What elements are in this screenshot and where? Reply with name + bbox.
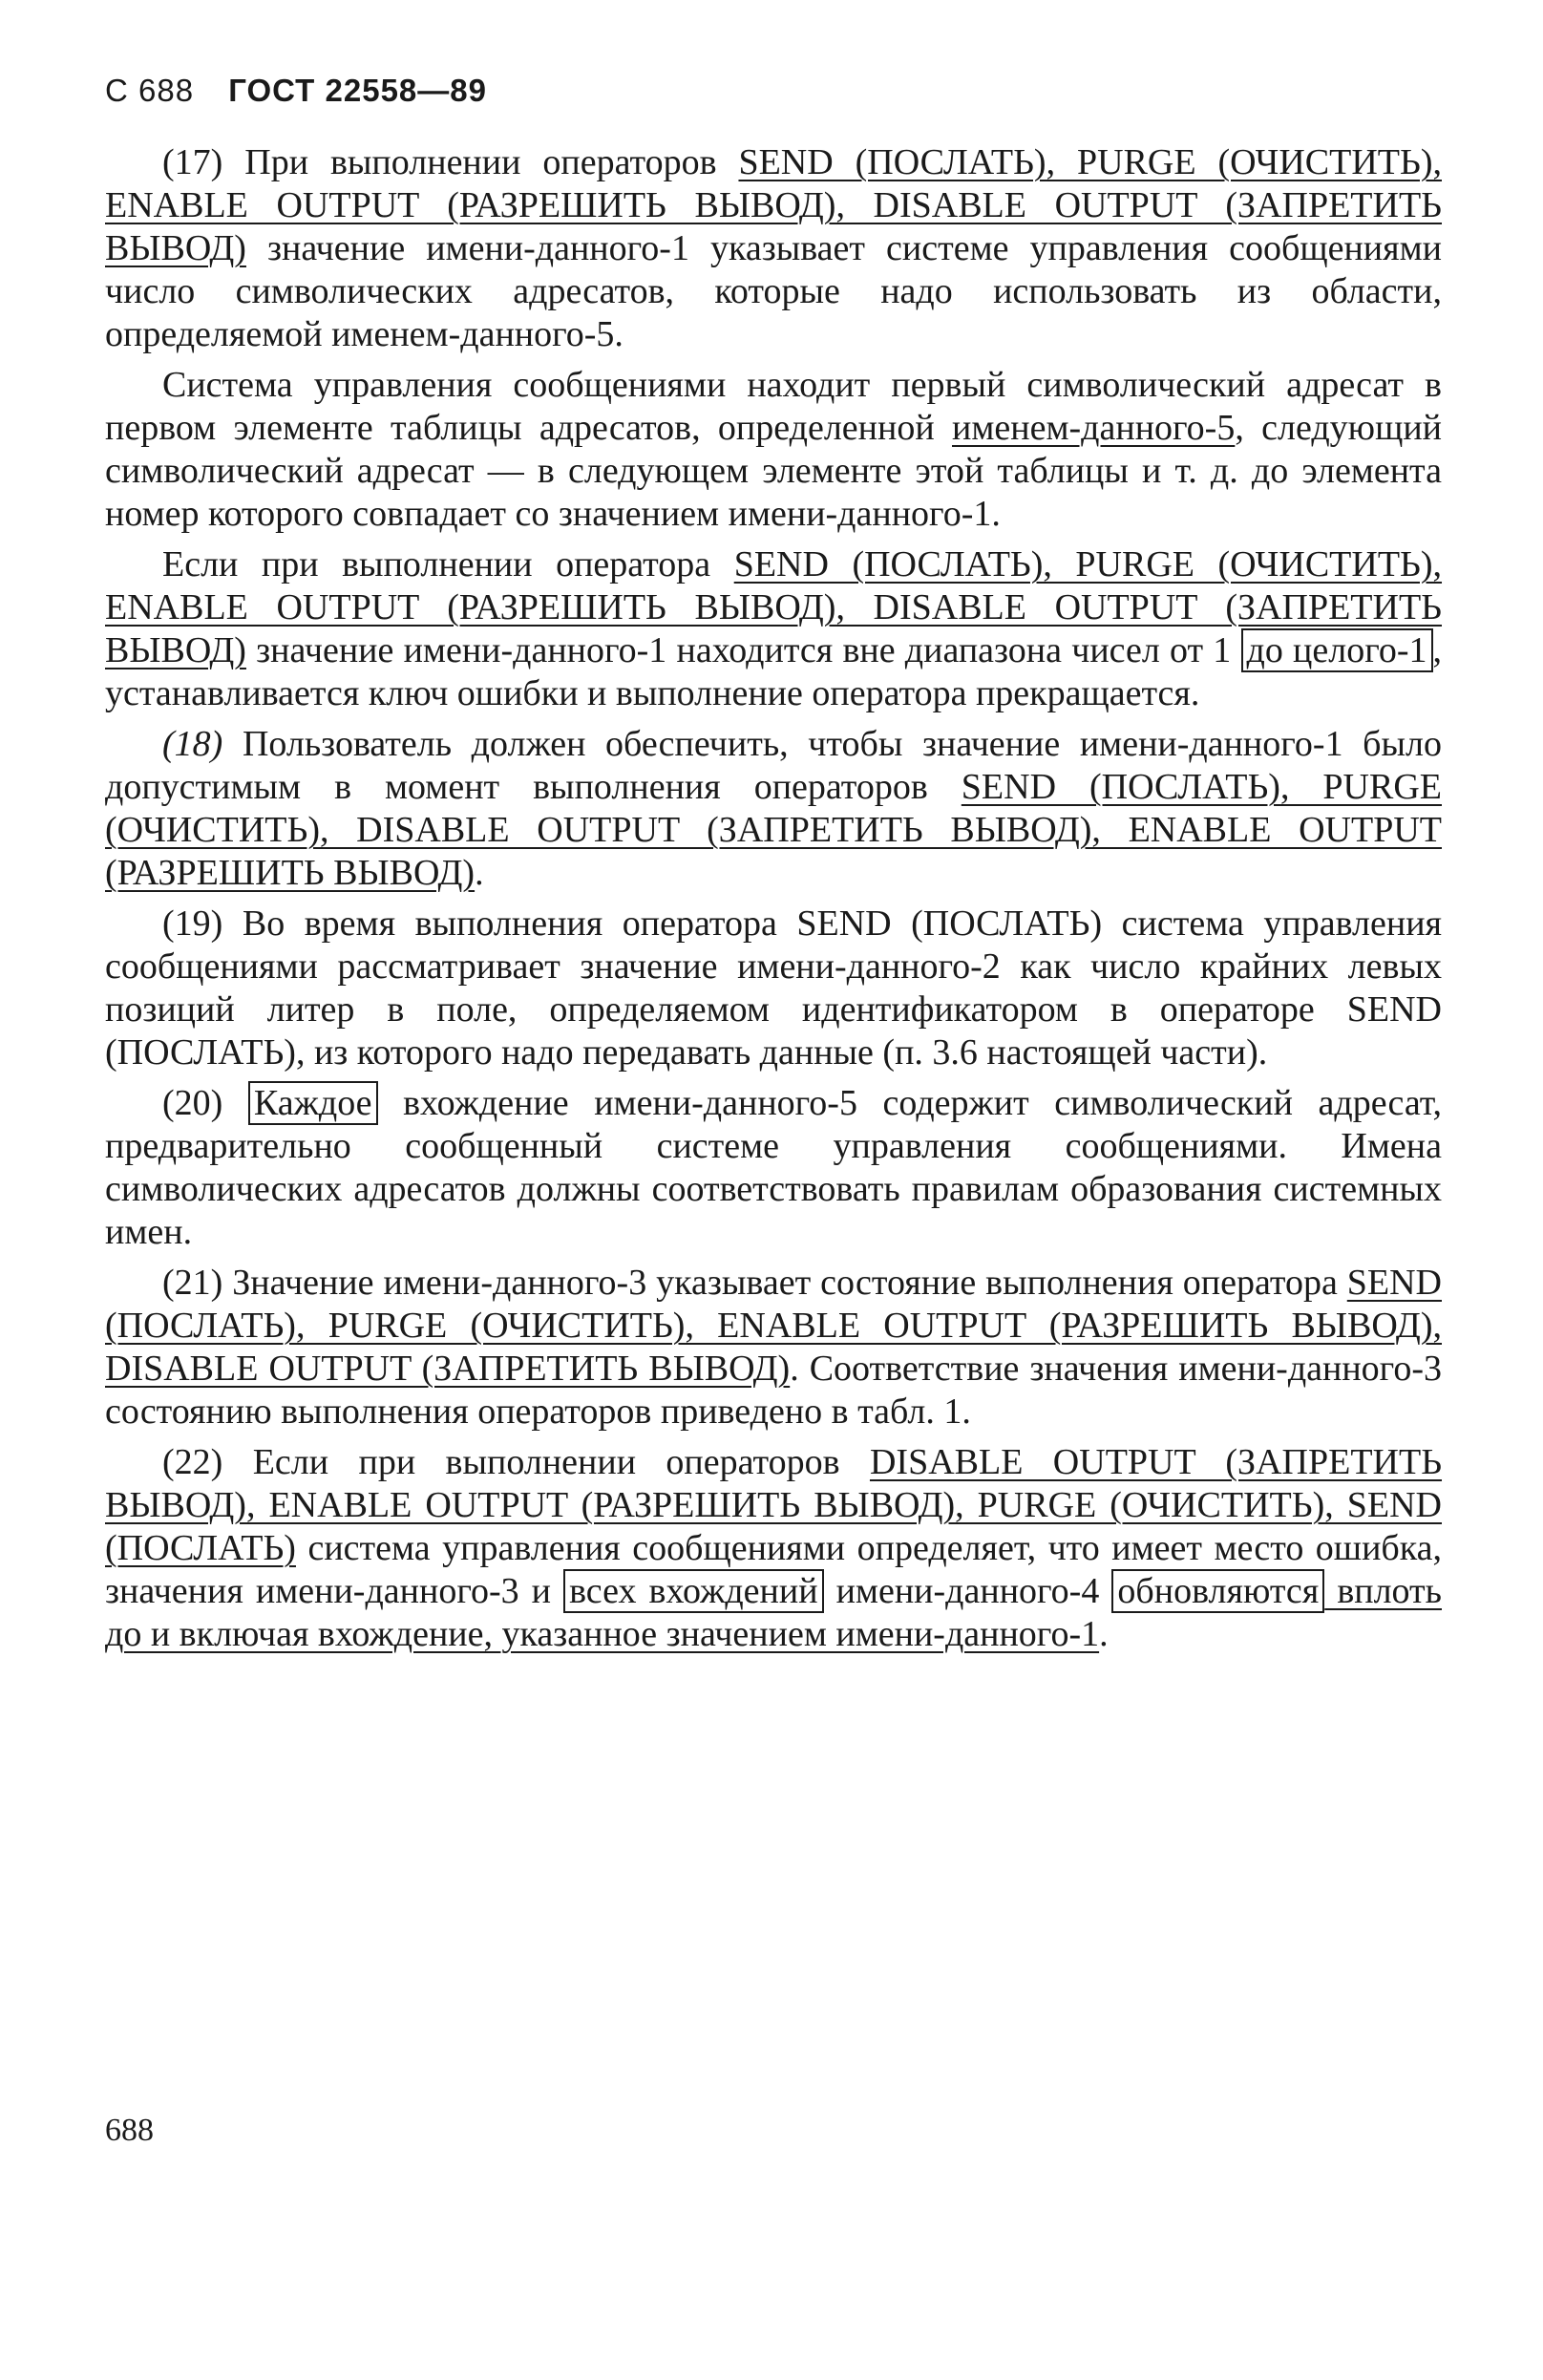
clause-number: (22) (162, 1442, 223, 1482)
boxed-text: Каждое (248, 1081, 378, 1125)
marked-text: SEND (ПОСЛАТЬ), PURGE (ОЧИСТИТЬ), ENABLE OUTPUT (РАЗРЕШИТЬ ВЫВОД), DISABLE OUTPUT (ЗАПРЕТИТЬ ВЫВОД) (105, 142, 1442, 268)
text-segment: Во время выполнения оператора SEND (ПОСЛАТЬ) система управления сообщениями рассматривает значение имени-данного-2 как число крайних левых позиций литер в поле, определяемом идентификатором в операторе SEND (ПОСЛАТЬ), из которого надо передавать данные (п. 3.6 настоящей части). (105, 903, 1443, 1073)
paragraph (105, 364, 1442, 536)
clause-number: (17) (162, 142, 223, 182)
clause-number: (21) (162, 1263, 223, 1303)
marked-text: SEND (ПОСЛАТЬ), PURGE (ОЧИСТИТЬ), ENABLE OUTPUT (РАЗРЕШИТЬ ВЫВОД), DISABLE OUTPUT (ЗАПРЕТИТЬ ВЫВОД) (105, 544, 1443, 670)
page-number: 688 (105, 2113, 154, 2148)
text-segment: , устанавливается ключ ошибки и выполнение оператора прекращается. (105, 630, 1443, 713)
text-segment: система управления сообщениями определяет, что имеет место ошибка, значения имени-данного-3 и (105, 1528, 1442, 1611)
paragraph (105, 903, 1442, 1074)
paragraph (105, 1082, 1442, 1254)
body-text (105, 141, 1442, 1664)
marked-text: вплоть до и включая вхождение, указанное значением имени-данного-1 (105, 1571, 1442, 1654)
text-segment: вхождение имени-данного-5 содержит символический адресат, предварительно сообщенный системе управления сообщениями. Имена символических адресатов должны соответствовать правилам образования системных имен. (105, 1083, 1442, 1252)
text-segment: Пользователь должен обеспечить, чтобы значение имени-данного-1 было допустимым в момент выполнения операторов (105, 724, 1443, 807)
text-segment: При выполнении операторов (244, 142, 739, 182)
paragraph (105, 1441, 1442, 1656)
clause-number: (19) (162, 903, 223, 944)
text-segment: . (475, 853, 484, 893)
paragraph (105, 1262, 1442, 1434)
clause-number: (20) (162, 1083, 223, 1123)
text-segment: Значение имени-данного-3 указывает состояние выполнения оператора (232, 1263, 1347, 1303)
standard-number: ГОСТ 22558—89 (228, 73, 487, 108)
page-prefix: С 688 (105, 73, 195, 108)
text-segment: Если при выполнении оператора (162, 544, 734, 584)
text-segment: . Соответствие значения имени-данного-3 состоянию выполнения операторов приведено в табл. 1. (105, 1349, 1442, 1432)
page-header (105, 73, 487, 109)
text-segment: Система управления сообщениями находит первый символический адресат в первом элементе таблицы адресатов, определенной (105, 365, 1442, 448)
boxed-text: до целого-1 (1241, 628, 1433, 672)
text-segment: , следующий символический адресат — в следующем элементе этой таблицы и т. д. до элемента номер которого совпадает со значением имени-данного-1. (105, 408, 1442, 534)
text-segment: имени-данного-4 (823, 1571, 1112, 1611)
marked-text: именем-данного-5 (952, 408, 1236, 448)
boxed-text: всех вхождений (563, 1569, 823, 1613)
paragraph (105, 141, 1442, 356)
marked-text: DISABLE OUTPUT (ЗАПРЕТИТЬ ВЫВОД), ENABLE OUTPUT (РАЗРЕШИТЬ ВЫВОД), PURGE (ОЧИСТИТЬ), SEND (ПОСЛАТЬ) (105, 1442, 1443, 1568)
marked-text: SEND (ПОСЛАТЬ), PURGE (ОЧИСТИТЬ), DISABLE OUTPUT (ЗАПРЕТИТЬ ВЫВОД), ENABLE OUTPUT (РАЗРЕШИТЬ ВЫВОД) (105, 767, 1442, 893)
paragraph (105, 723, 1442, 895)
marked-text: SEND (ПОСЛАТЬ), PURGE (ОЧИСТИТЬ), ENABLE OUTPUT (РАЗРЕШИТЬ ВЫВОД), DISABLE OUTPUT (ЗАПРЕТИТЬ ВЫВОД) (105, 1263, 1442, 1389)
text-segment: Если при выполнении операторов (252, 1442, 870, 1482)
text-segment: . (1099, 1614, 1109, 1654)
paragraph (105, 543, 1442, 715)
text-segment: значение имени-данного-1 указывает системе управления сообщениями число символических адресатов, которые надо использовать из области, определяемой именем-данного-5. (105, 228, 1442, 354)
text-segment: значение имени-данного-1 находится вне диапазона чисел от 1 (245, 630, 1241, 670)
clause-number: (18) (162, 724, 223, 764)
boxed-text: обновляются (1111, 1569, 1324, 1613)
